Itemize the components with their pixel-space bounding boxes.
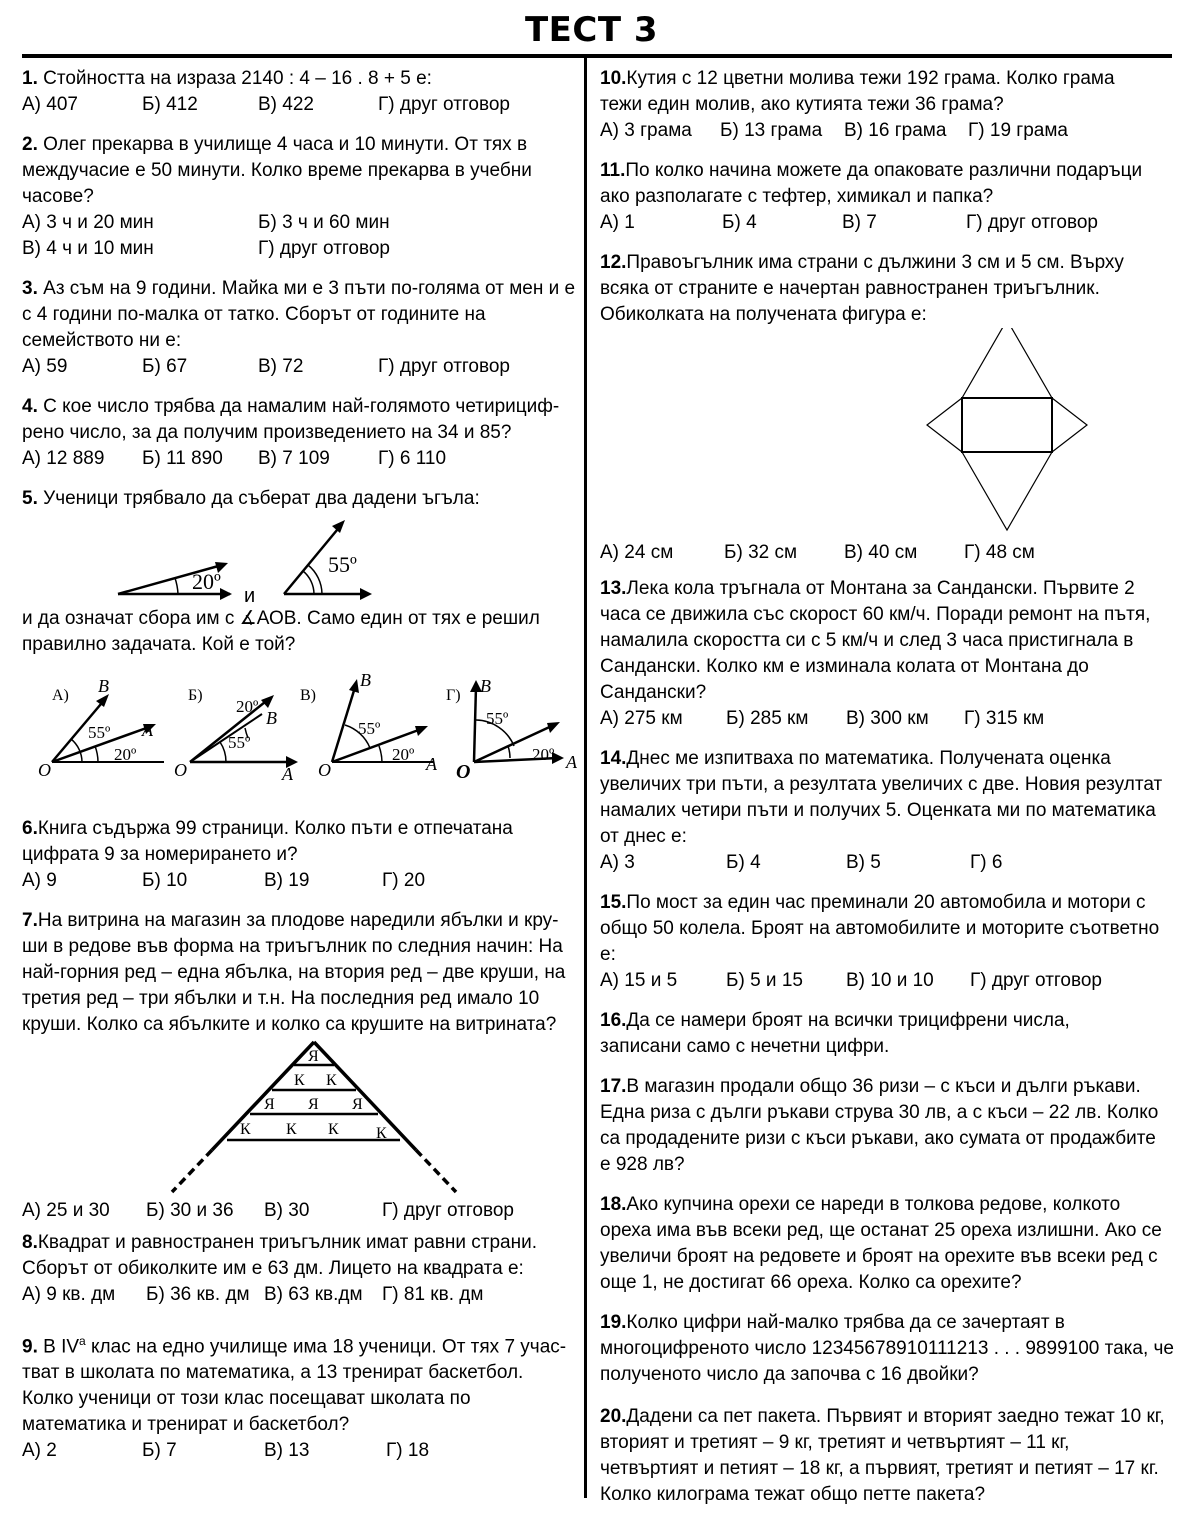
answer-option: Г) друг отговор (378, 356, 510, 377)
answer-option: В) 19 (264, 870, 310, 891)
answer-option: В) 5 (846, 852, 881, 873)
answer-angles-figure (22, 668, 582, 788)
question-number: 14. (600, 748, 627, 769)
question-2 (22, 132, 562, 262)
question-text: Ученици трябвало да съберат два дадени ъгъла: (43, 488, 480, 509)
option-label: В) (300, 687, 316, 704)
question-text-prefix: В IV (43, 1336, 80, 1358)
question-number: 2. (22, 134, 38, 155)
fruit-triangle-figure (22, 1040, 572, 1196)
answer-option: А) 12 889 (22, 448, 105, 469)
question-text: На витрина на магазин за плодове наредили ябълки и кру-ши в редове във форма на триъгълник по следния начин: На най-горния ред – една ябълка, на втория ред – две круши, на третия ред – три ябълки и т.н. На последния ред имало 10 круши. Колко са ябълките и колко са крушите на витрината? (22, 910, 566, 1035)
question-12 (600, 250, 1160, 566)
point-o: O (174, 760, 187, 780)
answer-option: А) 25 и 30 (22, 1200, 110, 1221)
question-text: Аз съм на 9 години. Майка ми е 3 пъти по-голяма от мен и е с 4 години по-малка от татко. Сборът от годините на семейството ни е: (22, 278, 576, 351)
point-o: O (456, 761, 471, 783)
point-a: A (142, 720, 153, 740)
question-number: 8. (22, 1232, 38, 1253)
answer-option: А) 3 грама (600, 120, 692, 141)
question-9 (22, 1328, 578, 1464)
answer-option: Г) 6 (970, 852, 1003, 873)
question-number: 20. (600, 1406, 627, 1427)
question-number: 1. (22, 68, 38, 89)
answer-option: В) 40 см (844, 542, 918, 563)
answer-option: Г) друг отговор (382, 1200, 514, 1221)
answer-option: А) 15 и 5 (600, 970, 678, 991)
answer-option: Г) друг отговор (258, 238, 390, 259)
answer-row (22, 354, 578, 380)
answer-row (22, 210, 562, 236)
point-a: A (566, 752, 577, 772)
answer-option: А) 2 (22, 1440, 57, 1462)
question-number: 5. (22, 488, 38, 509)
column-divider (584, 58, 587, 1498)
answer-option: В) 16 грама (844, 120, 947, 141)
question-10 (600, 66, 1160, 144)
answer-option: А) 1 (600, 212, 635, 233)
point-b: B (480, 676, 491, 696)
question-11 (600, 158, 1160, 236)
point-o: O (38, 760, 51, 780)
answer-option: А) 9 кв. дм (22, 1284, 116, 1305)
answer-row (600, 210, 1160, 236)
pear-label: К (328, 1121, 339, 1138)
answer-row (22, 1438, 578, 1464)
answer-option: Б) 4 (726, 852, 761, 873)
question-19 (600, 1310, 1175, 1388)
answer-option: Г) 19 грама (968, 120, 1069, 141)
answer-option: А) 275 км (600, 708, 683, 729)
question-1 (22, 66, 578, 118)
question-number: 3. (22, 278, 38, 299)
answer-row (600, 118, 1160, 144)
answer-option: В) 13 (264, 1440, 310, 1462)
answer-option: Б) 30 и 36 (146, 1200, 234, 1221)
apple-label: Я (352, 1096, 363, 1113)
pear-label: К (376, 1125, 387, 1142)
pear-label: К (240, 1121, 251, 1138)
question-13 (600, 576, 1160, 732)
question-text: Ако купчина орехи се нареди в толкова редове, колкото ореха има във всеки ред, ще останат 25 ореха излишни. Ако се увеличи броят на редовете и броят на орехите във всеки ред с още 1, не достигат 66 ореха. Колко са орехите? (600, 1194, 1162, 1293)
answer-option: Г) друг отговор (378, 94, 510, 115)
answer-option: Г) 315 км (964, 708, 1045, 729)
answer-option: В) 7 (842, 212, 877, 233)
question-text: По колко начина можете да опаковате различни подаръци ако разполагате с тефтер, химикал и папка? (600, 160, 1143, 207)
answer-option: А) 407 (22, 94, 78, 115)
question-text: Кутия с 12 цветни молива тежи 192 грама. Колко грама тежи един молив, ако кутията тежи 36 грама? (600, 68, 1115, 115)
question-text: В магазин продали общо 36 ризи – с къси и дълги ръкави. Една риза с дълги ръкави струва 30 лв, а с къси – 22 лв. Колко са продадените ризи с къси ръкави, ако сумата от продажбите е 928 лв? (600, 1076, 1159, 1175)
answer-option: Б) 11 890 (142, 448, 223, 469)
answer-option: Б) 67 (142, 356, 188, 377)
option-label: А) (52, 687, 69, 704)
question-number: 6. (22, 818, 38, 839)
answer-option: В) 10 и 10 (846, 970, 934, 991)
answer-row (22, 1198, 572, 1224)
answer-row (22, 1282, 552, 1308)
answer-option: Б) 5 и 15 (726, 970, 803, 991)
pear-label: К (286, 1121, 297, 1138)
point-a: A (282, 764, 293, 784)
given-angles-figure (22, 512, 578, 602)
question-number: 9. (22, 1336, 38, 1358)
answer-option: В) 7 109 (258, 448, 330, 469)
answer-option: Г) друг отговор (966, 212, 1098, 233)
answer-option: А) 3 (600, 852, 635, 873)
question-text: С кое число трябва да намалим най-голямото четирициф-рено число, за да получим произведението на 34 и 85? (22, 396, 560, 443)
pear-label: К (294, 1072, 305, 1089)
question-number: 17. (600, 1076, 627, 1097)
answer-option: В) 422 (258, 94, 314, 115)
answer-option: Г) друг отговор (970, 970, 1102, 991)
question-number: 19. (600, 1312, 627, 1333)
question-number: 10. (600, 68, 627, 89)
angle-20-label: 20º (192, 569, 221, 594)
answer-row (22, 92, 578, 118)
question-number: 11. (600, 160, 626, 181)
superscript: а (79, 1334, 86, 1348)
answer-option: Г) 48 см (964, 542, 1035, 563)
answer-option: Б) 10 (142, 870, 188, 891)
option-label: Б) (188, 687, 203, 704)
answer-row (600, 706, 1160, 732)
apple-label: Я (308, 1096, 319, 1113)
question-text: Дадени са пет пакета. Първият и вторият заедно тежат 10 кг, вторият и третият – 9 кг, третият и четвъртият – 11 кг, четвъртият и петият – 18 кг, а първият, третият и петият – 17 кг. Колко килограма тежат общо петте пакета? (600, 1406, 1165, 1505)
answer-row (600, 968, 1175, 994)
question-18 (600, 1192, 1170, 1296)
question-text: Олег прекарва в училище 4 часа и 10 минути. От тях в междучасие е 50 минути. Колко време прекарва в учебни часове? (22, 134, 532, 207)
angle-label: 55º (486, 709, 509, 728)
answer-row (600, 850, 1170, 876)
angle-55-label: 55º (328, 552, 357, 577)
question-text-continued: и да означат сбора им с ∡АОВ. Само един от тях е решил правилно задачата. Кой е той? (22, 608, 540, 655)
question-20 (600, 1404, 1170, 1508)
point-b: B (360, 670, 371, 690)
question-text: Стойността на израза 2140 : 4 – 16 . 8 + 5 е: (43, 68, 432, 89)
answer-option: Г) 18 (386, 1440, 430, 1462)
answer-option: Г) 81 кв. дм (382, 1284, 484, 1305)
answer-option: Г) 6 110 (378, 448, 447, 469)
angle-label: 20º (114, 745, 137, 764)
angle-label: 55º (228, 733, 251, 752)
answer-option: В) 72 (258, 356, 304, 377)
question-16 (600, 1008, 1080, 1060)
answer-option: Б) 7 (142, 1440, 177, 1462)
question-15 (600, 890, 1175, 994)
point-o: O (318, 760, 331, 780)
title-rule (22, 54, 1172, 58)
angle-label: 55º (358, 719, 381, 738)
angle-label: 20º (532, 745, 555, 764)
answer-option: А) 59 (22, 356, 68, 377)
option-label: Г) (446, 687, 461, 704)
answer-option: Г) 20 (382, 870, 426, 891)
answer-option: Б) 36 кв. дм (146, 1284, 250, 1305)
angle-label: 20º (392, 745, 415, 764)
question-text: клас на едно училище има 18 ученици. От тях 7 учас-тват в школата по математика, а 13 тренират баскетбол. Колко ученици от този клас посещават школата по математика и тренират и баскетбол? (22, 1336, 567, 1436)
answer-option: Б) 4 (722, 212, 757, 233)
question-number: 15. (600, 892, 627, 913)
angle-label: 55º (88, 723, 111, 742)
question-number: 7. (22, 910, 38, 931)
question-text: Книга съдържа 99 страници. Колко пъти е отпечатана цифрата 9 за номерирането и? (22, 818, 513, 865)
answer-row (22, 236, 562, 262)
answer-option: А) 9 (22, 870, 57, 891)
apple-label: Я (264, 1096, 275, 1113)
conjunction: и (244, 585, 256, 602)
answer-option: Б) 3 ч и 60 мин (258, 212, 390, 233)
answer-row (22, 446, 578, 472)
answer-option: Б) 32 см (724, 542, 798, 563)
question-text: Днес ме изпитваха по математика. Получената оценка увеличих три пъти, а резултата увеличих с две. Новия резултат намалих четири пъти и получих 5. Оценката ми по математика от днес е: (600, 748, 1163, 847)
answer-row (600, 540, 1160, 566)
point-a: A (426, 754, 437, 774)
answer-option: А) 3 ч и 20 мин (22, 212, 154, 233)
question-5 (22, 486, 578, 788)
question-number: 18. (600, 1194, 627, 1215)
answer-option: Б) 285 км (726, 708, 809, 729)
answer-option: Б) 13 грама (720, 120, 823, 141)
pear-label: К (326, 1072, 337, 1089)
apple-label: Я (308, 1048, 319, 1065)
question-text: По мост за един час преминали 20 автомобила и мотори с общо 50 колела. Броят на автомобилите и моторите съответно е: (600, 892, 1160, 965)
point-b: B (266, 708, 277, 728)
question-number: 16. (600, 1010, 627, 1031)
answer-option: А) 24 см (600, 542, 674, 563)
question-number: 12. (600, 252, 627, 273)
question-text: Правоъгълник има страни с дължини 3 см и 5 см. Върху всяка от страните е начертан равностранен триъгълник. Обиколката на получената фигура е: (600, 252, 1124, 325)
question-17 (600, 1074, 1165, 1178)
question-6 (22, 816, 542, 894)
question-7 (22, 908, 572, 1224)
question-4 (22, 394, 578, 472)
question-3 (22, 276, 578, 380)
answer-option: Б) 412 (142, 94, 198, 115)
page-title: ТЕСТ 3 (524, 10, 659, 50)
question-text: Лека кола тръгнала от Монтана за Сандански. Първите 2 часа се движила със скорост 60 км/ч. Поради ремонт на пътя, намалила скоростта си с 5 км/ч и след 3 часа пристигнала в Сандански. Колко км е изминала колата от Монтана до Сандански? (600, 578, 1151, 703)
question-8 (22, 1230, 552, 1308)
answer-option: В) 30 (264, 1200, 310, 1221)
question-14 (600, 746, 1170, 876)
angle-label: 20º (236, 697, 259, 716)
question-text: Квадрат и равностранен триъгълник имат равни страни. Сборът от обиколките им е 63 дм. Лицето на квадрата е: (22, 1232, 537, 1279)
answer-row (22, 868, 542, 894)
question-number: 4. (22, 396, 38, 417)
rectangle-triangles-figure (600, 328, 1160, 540)
answer-option: В) 4 ч и 10 мин (22, 238, 154, 259)
answer-option: В) 300 км (846, 708, 929, 729)
answer-option: В) 63 кв.дм (264, 1284, 363, 1305)
question-text: Да се намери броят на всички трицифрени числа, записани само с нечетни цифри. (600, 1010, 1070, 1057)
question-number: 13. (600, 578, 627, 599)
point-b: B (98, 676, 109, 696)
question-text: Колко цифри най-малко трябва да се зачертаят в многоцифреното число 12345678910111213 . . . 9899100 така, че полученото число да започва с 16 двойки? (600, 1312, 1174, 1385)
